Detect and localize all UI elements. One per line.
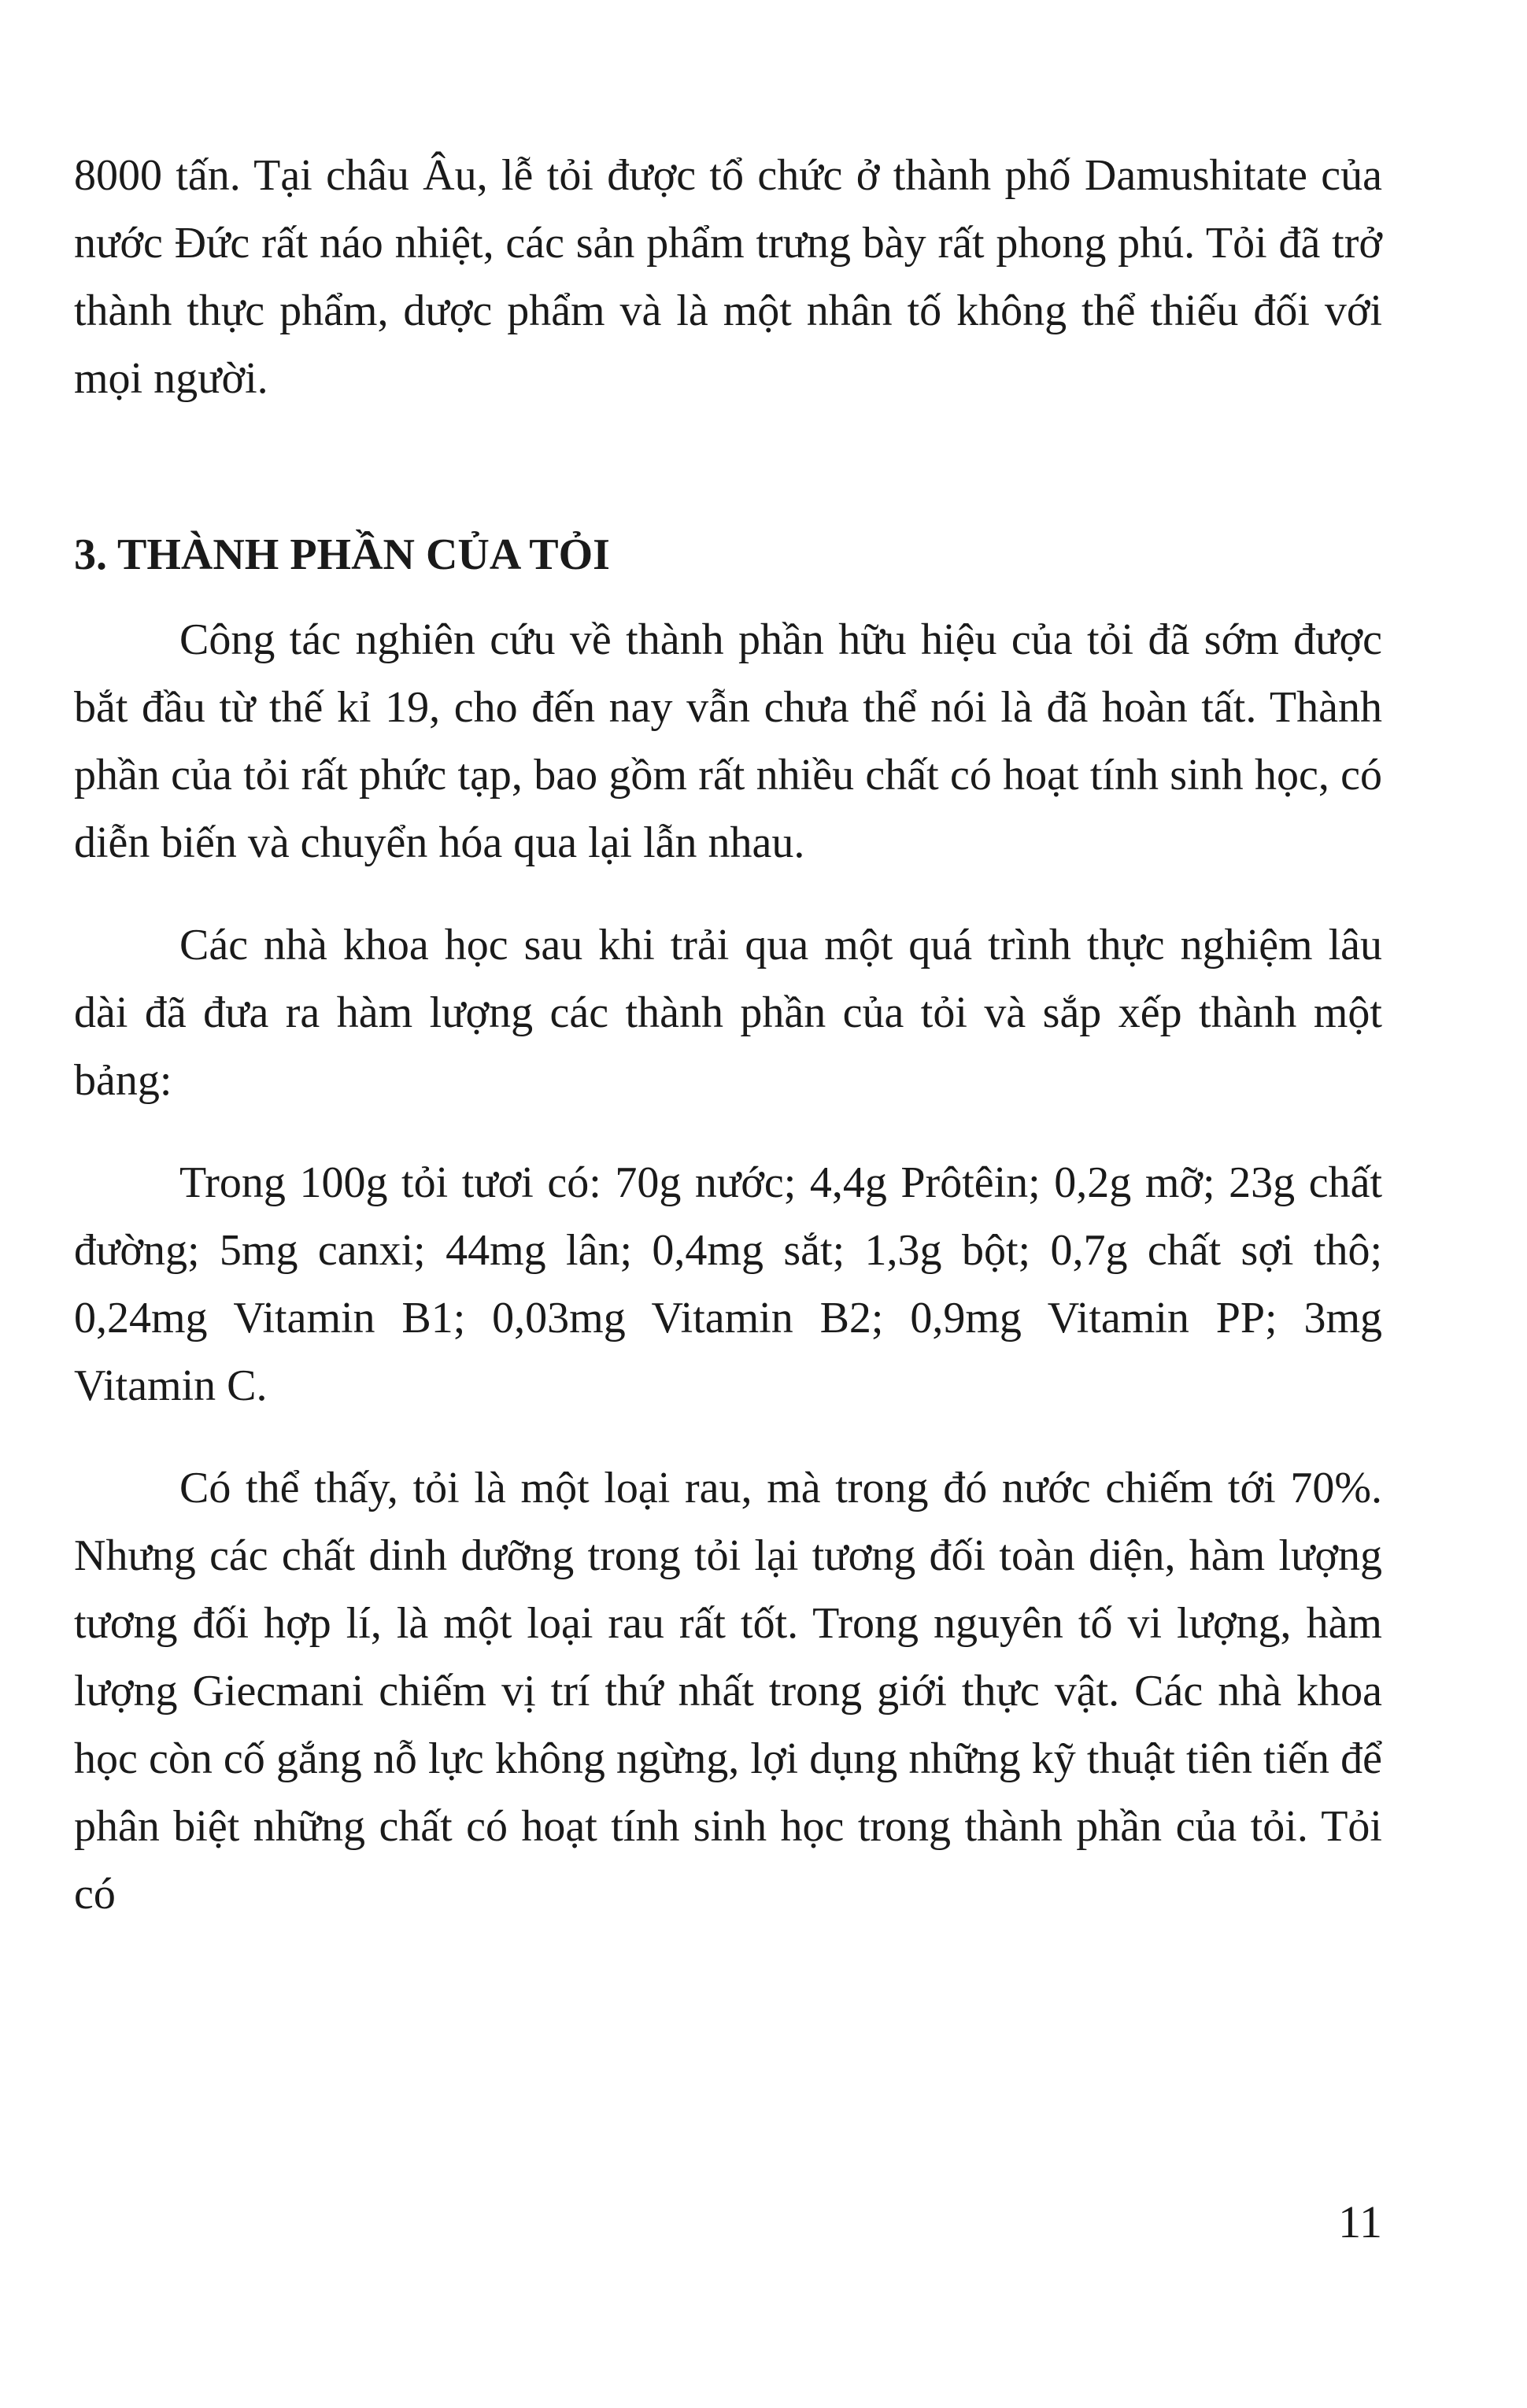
paragraph: Các nhà khoa học sau khi trải qua một quá trình thực nghiệm lâu dài đã đưa ra hàm lượng các thành phần của tỏi và sắp xếp thành một bảng: bbox=[74, 921, 1382, 1105]
section-heading: 3. THÀNH PHẦN CỦA TỎI bbox=[74, 530, 610, 579]
page-number: 11 bbox=[1338, 2196, 1382, 2247]
paragraph: Trong 100g tỏi tươi có: 70g nước; 4,4g Prôtêin; 0,2g mỡ; 23g chất đường; 5mg canxi; 44mg lân; 0,4mg sắt; 1,3g bột; 0,7g chất sợi thô; 0,24mg Vitamin B1; 0,03mg Vitamin B2; 0,9mg Vitamin PP; 3mg Vitamin C. bbox=[74, 1158, 1382, 1410]
paragraph-continued: 8000 tấn. Tại châu Âu, lễ tỏi được tổ chức ở thành phố Damushitate của nước Đức rất náo nhiệt, các sản phẩm trưng bày rất phong phú. Tỏi đã trở thành thực phẩm, dược phẩm và là một nhân tố không thể thiếu đối với mọi người. bbox=[74, 151, 1382, 403]
paragraph: Có thể thấy, tỏi là một loại rau, mà trong đó nước chiếm tới 70%. Nhưng các chất dinh dưỡng trong tỏi lại tương đối toàn diện, hàm lượng tương đối hợp lí, là một loại rau rất tốt. Trong nguyên tố vi lượng, hàm lượng Giecmani chiếm vị trí thứ nhất trong giới thực vật. Các nhà khoa học còn cố gắng nỗ lực không ngừng, lợi dụng những kỹ thuật tiên tiến để phân biệt những chất có hoạt tính sinh học trong thành phần của tỏi. Tỏi có bbox=[74, 1464, 1382, 1919]
page-body bbox=[74, 142, 1382, 1928]
paragraph: Công tác nghiên cứu về thành phần hữu hiệu của tỏi đã sớm được bắt đầu từ thế kỉ 19, cho đến nay vẫn chưa thể nói là đã hoàn tất. Thành phần của tỏi rất phức tạp, bao gồm rất nhiều chất có hoạt tính sinh học, có diễn biến và chuyển hóa qua lại lẫn nhau. bbox=[74, 615, 1382, 867]
